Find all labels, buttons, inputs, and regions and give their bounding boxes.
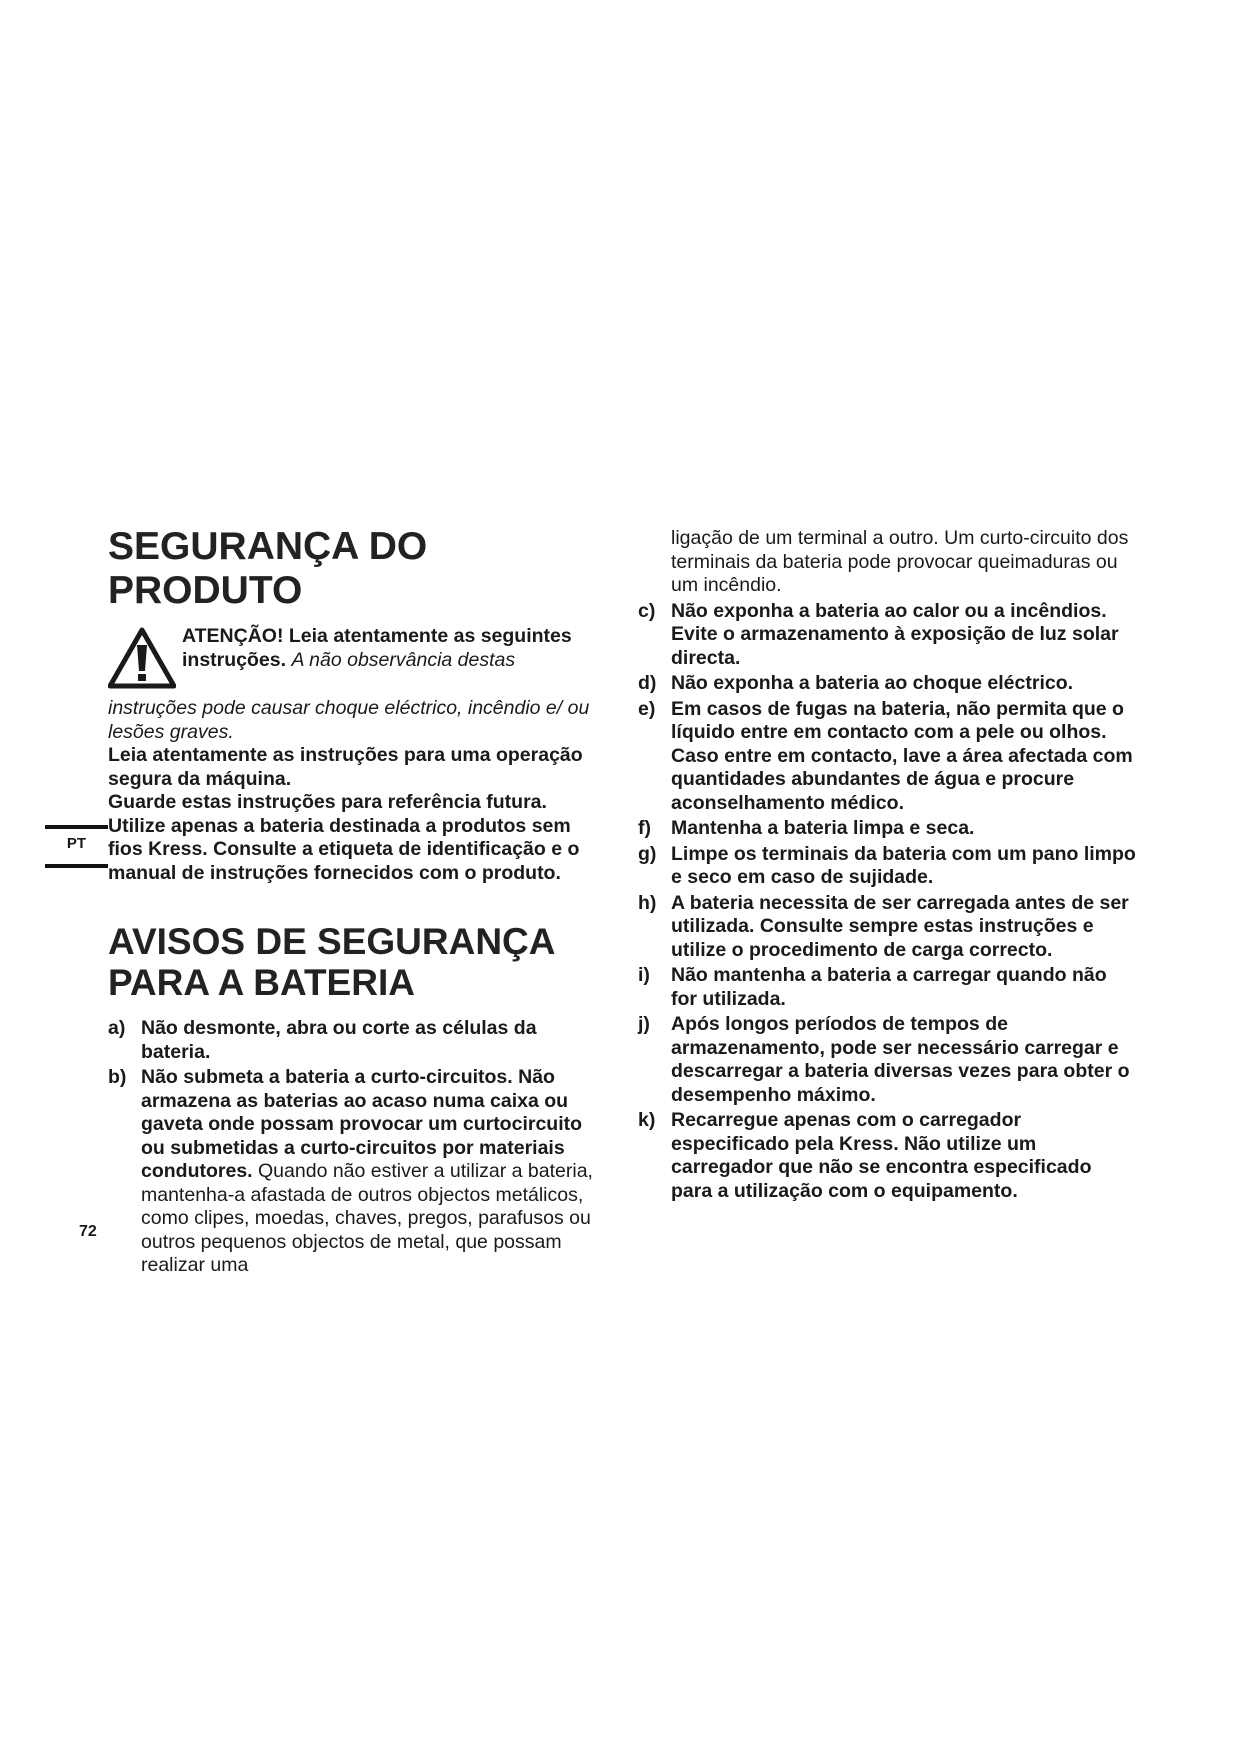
item-label: d) — [638, 672, 657, 694]
paragraph: Utilize apenas a bateria destinada a produtos sem fios Kress. Consulte a etiqueta de identificação e o manual de instruções fornecidos com o produto. — [108, 814, 580, 884]
item-label: j) — [638, 1013, 650, 1035]
item-bold-text: Não exponha a bateria ao calor ou a incêndios. Evite o armazenamento à exposição de luz solar directa. — [671, 599, 1119, 669]
paragraph: Leia atentamente as instruções para uma operação segura da máquina. — [108, 744, 583, 790]
item-bold-text: Não mantenha a bateria a carregar quando não for utilizada. — [671, 964, 1107, 1010]
list-item — [108, 1017, 608, 1064]
item-label: k) — [638, 1109, 656, 1131]
right-column — [638, 527, 1138, 1205]
left-column — [108, 525, 608, 1280]
safety-list-left — [108, 1017, 608, 1278]
item-label: i) — [638, 964, 650, 986]
list-item — [638, 1109, 1138, 1203]
warning-italic-1: A não observância destas — [291, 648, 516, 671]
item-bold-text: Em casos de fugas na bateria, não permita que o líquido entre em contacto com a pele ou olhos. Caso entre em contacto, lave a área afectada com quantidades abundantes de água e procure aconselhamento médico. — [671, 697, 1133, 814]
tab-bottom-rule — [45, 864, 108, 868]
language-label: PT — [66, 835, 87, 852]
item-label: e) — [638, 697, 656, 720]
item-label: h) — [638, 891, 657, 914]
item-bold-text: Limpe os terminais da bateria com um pano limpo e seco em caso de sujidade. — [671, 842, 1136, 888]
warning-bold: ATENÇÃO! Leia atentamente as seguintes instruções. — [182, 625, 572, 671]
warning-triangle-icon — [108, 627, 176, 689]
list-item — [108, 1066, 608, 1278]
item-bold-text: Após longos períodos de tempos de armazenamento, pode ser necessário carregar e descarregar a bateria diversas vezes para obter o desempenho máximo. — [671, 1013, 1130, 1106]
item-label: a) — [108, 1017, 126, 1039]
list-item — [638, 600, 1138, 671]
item-label: b) — [108, 1066, 127, 1088]
item-bold-text: Não submeta a bateria a curto-circuitos. Não armazena as baterias ao acaso numa caixa ou gaveta onde possam provocar um curtocircuito ou submetidas a curto-circuitos por materiais condutores. — [141, 1066, 583, 1182]
warning-block — [108, 625, 608, 697]
item-bold-text: Recarregue apenas com o carregador especificado pela Kress. Não utilize um carregador que não se encontra especificado para a utilização com o equipamento. — [671, 1109, 1092, 1202]
item-label: c) — [638, 599, 656, 622]
item-label: g) — [638, 842, 657, 865]
list-item — [638, 892, 1138, 963]
section-title: AVISOS DE SEGURANÇA PARA A BATERIA — [108, 921, 555, 1003]
warning-italic-2: instruções pode causar choque eléctrico, incêndio e/ ou lesões graves. — [108, 697, 590, 743]
continued-text: ligação de um terminal a outro. Um curto-circuito dos terminais da bateria pode provocar queimaduras ou um incêndio. — [671, 527, 1129, 596]
list-item — [638, 698, 1138, 816]
item-bold-text: Mantenha a bateria limpa e seca. — [671, 817, 975, 839]
list-item — [638, 964, 1138, 1011]
item-bold-text: Não exponha a bateria ao choque eléctrico. — [671, 672, 1074, 694]
paragraph: Guarde estas instruções para referência futura. — [108, 791, 547, 813]
item-plain-text: Quando não estiver a utilizar a bateria, mantenha-a afastada de outros objectos metálicos, como clipes, moedas, chaves, pregos, parafusos ou outros pequenos objectos de metal, que possam realizar uma — [141, 1160, 593, 1276]
page-title: SEGURANÇA DO PRODUTO — [108, 525, 428, 612]
language-tab — [45, 825, 108, 868]
list-item — [638, 817, 1138, 841]
list-item — [638, 843, 1138, 890]
list-item — [638, 672, 1138, 696]
warning-text — [108, 625, 608, 672]
safety-list-right — [638, 600, 1138, 1204]
item-bold-text: A bateria necessita de ser carregada antes de ser utilizada. Consulte sempre estas instruções e utilize o procedimento de carga correcto. — [671, 891, 1129, 961]
item-label: f) — [638, 817, 651, 839]
tab-top-rule — [45, 825, 108, 829]
item-bold-text: Não desmonte, abra ou corte as células da bateria. — [141, 1017, 537, 1063]
list-item — [638, 1013, 1138, 1107]
page-number: 72 — [79, 1223, 97, 1240]
